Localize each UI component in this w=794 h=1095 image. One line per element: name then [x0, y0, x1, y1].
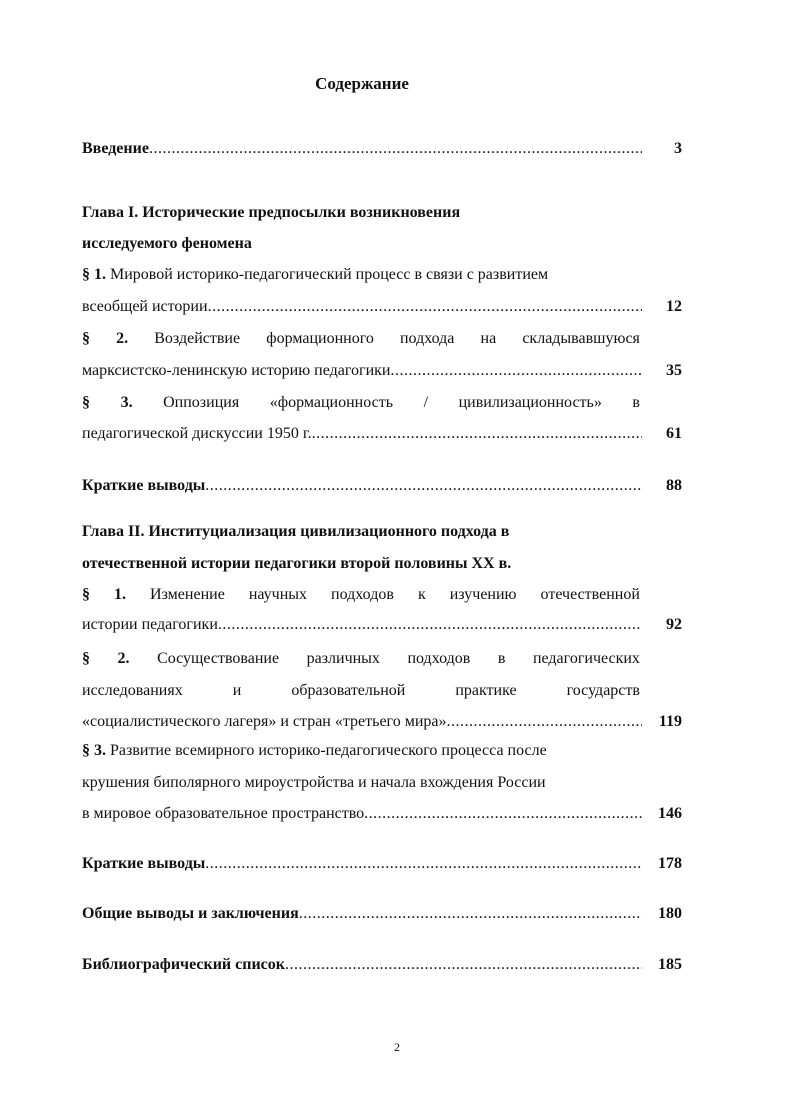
section-word: «формационность [269, 394, 394, 411]
toc-entry-introduction [82, 139, 682, 159]
toc-page-number: 146 [658, 805, 682, 822]
toc-page-number: 119 [658, 713, 682, 730]
toc-entry-label: Общие выводы и заключения [82, 905, 299, 922]
section-word: в [497, 650, 506, 667]
section-title-continued: педагогической дискуссии 1950 г. [82, 425, 312, 442]
section-word: изучению [449, 586, 517, 603]
leader-dots [299, 904, 642, 924]
toc-page-number: 61 [666, 425, 682, 442]
section-word: складывавшуюся [522, 330, 640, 347]
section-word: различных [306, 650, 380, 667]
section-title-continued: всеобщей истории [82, 298, 208, 315]
leader-dots [205, 854, 642, 874]
toc-page-number: 88 [666, 477, 682, 494]
section-word: 2. [116, 330, 129, 347]
section-title: Мировой историко-педагогический процесс в связи с развитием [110, 266, 549, 283]
section-word: и [232, 682, 242, 699]
section-word: § [82, 586, 90, 603]
leader-dots [285, 955, 642, 975]
section-word: подхода [399, 330, 455, 347]
section-word: / [423, 394, 429, 411]
section-word: отечественной [540, 586, 640, 603]
leader-dots [218, 615, 642, 635]
toc-entry-label: Краткие выводы [82, 477, 206, 494]
section-title: Развитие всемирного историко-педагогического процесса после [110, 742, 547, 759]
section-word: образовательной [291, 682, 406, 699]
section-word: § [82, 330, 90, 347]
section-title-continued: крушения биполярного мироустройства и начала вхождения России [82, 774, 546, 791]
toc-page-number: 178 [658, 855, 682, 872]
section-word: Воздействие [154, 330, 241, 347]
section-entry-line [82, 393, 640, 413]
toc-page-number: 180 [658, 905, 682, 922]
toc-page-number: 3 [674, 140, 682, 157]
section-word: § [82, 650, 90, 667]
section-title-continued: «социалистического лагеря» и стран «третьего мира» [82, 713, 447, 730]
leader-dots [208, 297, 642, 317]
section-entry-line [82, 649, 640, 669]
toc-entry-bibliography [82, 955, 682, 975]
leader-dots [205, 476, 642, 496]
leader-dots [312, 424, 642, 444]
section-word: Изменение [150, 586, 225, 603]
page-title: Содержание [315, 74, 409, 93]
toc-page-number: 35 [666, 362, 682, 379]
section-word: научных [248, 586, 308, 603]
toc-entry-section [82, 424, 682, 444]
section-word: практике [455, 682, 517, 699]
section-entry-line [82, 329, 640, 349]
section-word: § [82, 394, 90, 411]
chapter-heading-continued: исследуемого феномена [82, 235, 252, 252]
section-word: педагогических [532, 650, 640, 667]
section-word: Сосуществование [157, 650, 280, 667]
toc-page-number: 92 [666, 616, 682, 633]
section-number: § 1. [82, 266, 106, 283]
toc-entry-section [82, 804, 682, 824]
section-title-continued: в мировое образовательное пространство [82, 805, 365, 822]
toc-entry-section [82, 361, 682, 381]
toc-page-number: 185 [658, 956, 682, 973]
toc-entry-label: Краткие выводы [82, 855, 206, 872]
leader-dots [447, 712, 643, 732]
toc-entry-section [82, 297, 682, 317]
section-word: 1. [114, 586, 127, 603]
section-word: к [417, 586, 426, 603]
chapter-heading: Глава I. Исторические предпосылки возникновения [82, 204, 461, 221]
toc-entry-conclusions [82, 904, 682, 924]
section-word: государств [566, 682, 640, 699]
section-word: формационного [266, 330, 374, 347]
section-number: § 3. [82, 742, 106, 759]
toc-page-number: 12 [666, 298, 682, 315]
section-word: на [480, 330, 497, 347]
chapter-heading: Глава II. Институциализация цивилизационного подхода в [82, 523, 510, 540]
section-word: в [632, 394, 640, 411]
toc-entry-section [82, 615, 682, 635]
section-entry-line [82, 681, 640, 701]
section-word: подходов [331, 586, 394, 603]
section-title-continued: марксистско-ленинскую историю педагогики [82, 362, 391, 379]
toc-entry-section [82, 712, 682, 732]
leader-dots [391, 361, 643, 381]
leader-dots [149, 139, 642, 159]
toc-entry-summary [82, 476, 682, 496]
toc-entry-summary [82, 854, 682, 874]
leader-dots [364, 804, 642, 824]
toc-entry-label: Библиографический список [82, 956, 285, 973]
section-word: подходов [407, 650, 471, 667]
section-entry-line [82, 585, 640, 605]
chapter-heading-continued: отечественной истории педагогики второй половины XX в. [82, 555, 512, 572]
section-entry-line [82, 741, 682, 761]
section-word: 2. [117, 650, 130, 667]
section-word: Оппозиция [163, 394, 240, 411]
section-word: исследованиях [82, 682, 183, 699]
section-entry-line [82, 265, 682, 285]
toc-entry-label: Введение [82, 140, 149, 157]
section-title-continued: истории педагогики [82, 616, 218, 633]
section-word: цивилизационность» [458, 394, 602, 411]
section-word: 3. [120, 394, 133, 411]
page-number: 2 [394, 1040, 400, 1054]
